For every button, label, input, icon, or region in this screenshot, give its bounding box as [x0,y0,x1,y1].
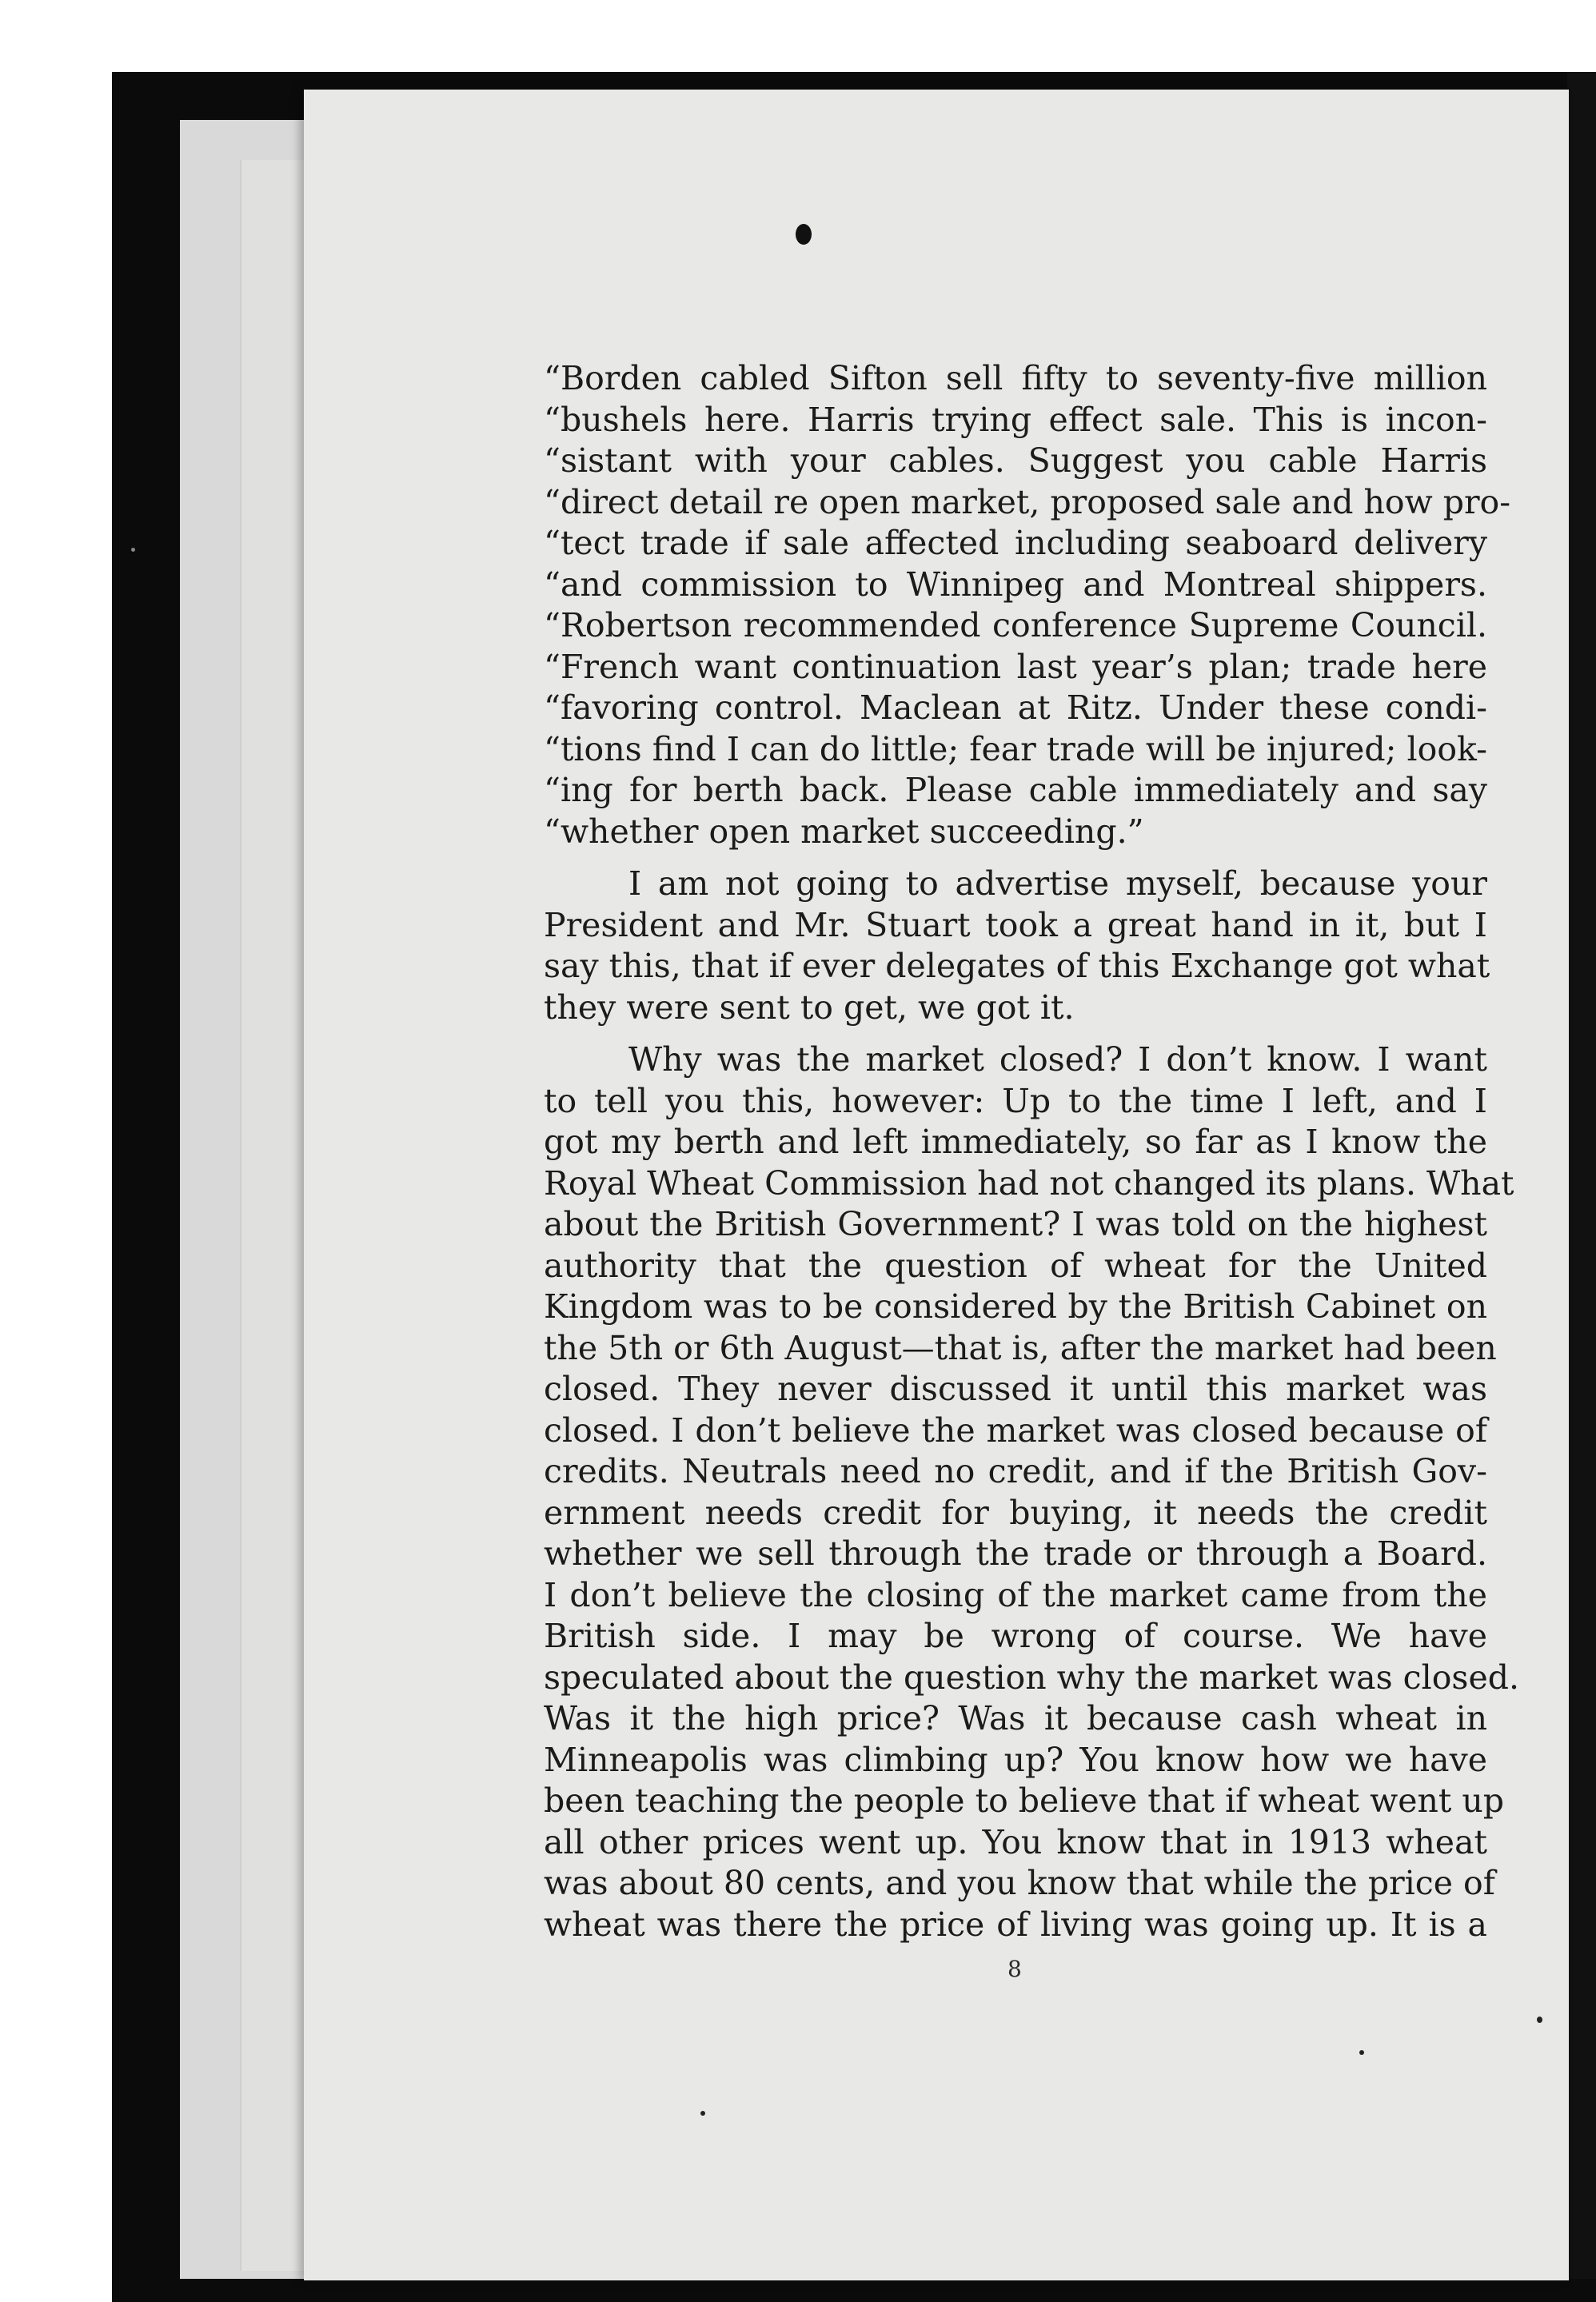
text-line: “direct detail re open market, proposed sale and how pro- [544,482,1511,521]
scan-border-bottom [112,2279,1596,2302]
document-body-text [544,358,1519,1945]
text-line: whether we sell through the trade or through a Board. [544,1534,1487,1573]
text-line: I don’t believe the closing of the market came from the [544,1575,1487,1614]
text-line: “bushels here. Harris trying effect sale. This is incon- [544,400,1487,439]
dust-speck [131,548,135,552]
ink-dot-mark [796,224,812,245]
text-line: to tell you this, however: Up to the time I left, and I [544,1081,1487,1120]
text-line: “whether open market succeeding.” [544,812,1144,851]
text-line: Why was the market closed? I don’t know. I want [628,1040,1487,1079]
text-line: “tect trade if sale affected including seaboard delivery [544,524,1487,562]
paragraph-delegates [544,864,1490,1028]
text-line: “tions find I can do little; fear trade will be injured; look- [544,729,1487,768]
text-line: President and Mr. Stuart took a great hand in it, but I [544,905,1487,944]
text-line: speculated about the question why the market was closed. [544,1658,1519,1697]
paper-edge-strip [240,160,313,2271]
text-line: British side. I may be wrong of course. We have [544,1617,1487,1655]
page-number: 8 [1007,1956,1022,1982]
text-line: Royal Wheat Commission had not changed its plans. What [544,1163,1514,1203]
text-line: ernment needs credit for buying, it needs the credit [544,1493,1487,1532]
text-line: Was it the high price? Was it because cash wheat in [544,1699,1487,1737]
text-line: I am not going to advertise myself, because your [628,864,1487,903]
text-line: “and commission to Winnipeg and Montreal shippers. [544,565,1487,604]
text-line: they were sent to get, we got it. [544,987,1075,1027]
text-line: authority that the question of wheat for the United [544,1246,1487,1285]
text-line: got my berth and left immediately, so far as I know the [544,1123,1487,1161]
text-line: “French want continuation last year’s plan; trade here [544,647,1487,686]
scan-border-left [112,112,180,2302]
text-line: “favoring control. Maclean at Ritz. Under these condi- [544,688,1487,727]
text-line: Kingdom was to be considered by the British Cabinet on [544,1287,1487,1326]
text-line: Minneapolis was climbing up? You know how we have [544,1740,1487,1779]
dust-speck [700,2111,705,2116]
text-line: “Robertson recommended conference Supreme Council. [544,606,1487,644]
text-line: wheat was there the price of living was going up. It is a [544,1905,1487,1944]
dust-speck [1359,2050,1364,2055]
text-line: been teaching the people to believe that if wheat went up [544,1781,1505,1820]
text-line: “Borden cabled Sifton sell fifty to seventy-five million [544,359,1487,397]
scan-border-right [1567,72,1596,2302]
text-line: say this, that if ever delegates of this Exchange got what [544,947,1490,985]
text-line: the 5th or 6th August—that is, after the market had been [544,1328,1497,1367]
dust-speck [1537,2017,1542,2023]
text-line: credits. Neutrals need no credit, and if the British Gov- [544,1452,1487,1490]
paragraph-market-closed [544,1039,1519,1945]
paragraph-cable-quote [544,358,1511,852]
text-line: about the British Government? I was told on the highest [544,1205,1487,1243]
text-line: closed. I don’t believe the market was closed because of [544,1410,1487,1450]
text-line: “sistant with your cables. Suggest you cable Harris [544,441,1487,480]
text-line: all other prices went up. You know that in 1913 wheat [544,1822,1487,1861]
text-line: was about 80 cents, and you know that while the price of [544,1864,1495,1902]
text-line: “ing for berth back. Please cable immediately and say [544,771,1487,809]
text-line: closed. They never discussed it until this market was [544,1370,1487,1408]
